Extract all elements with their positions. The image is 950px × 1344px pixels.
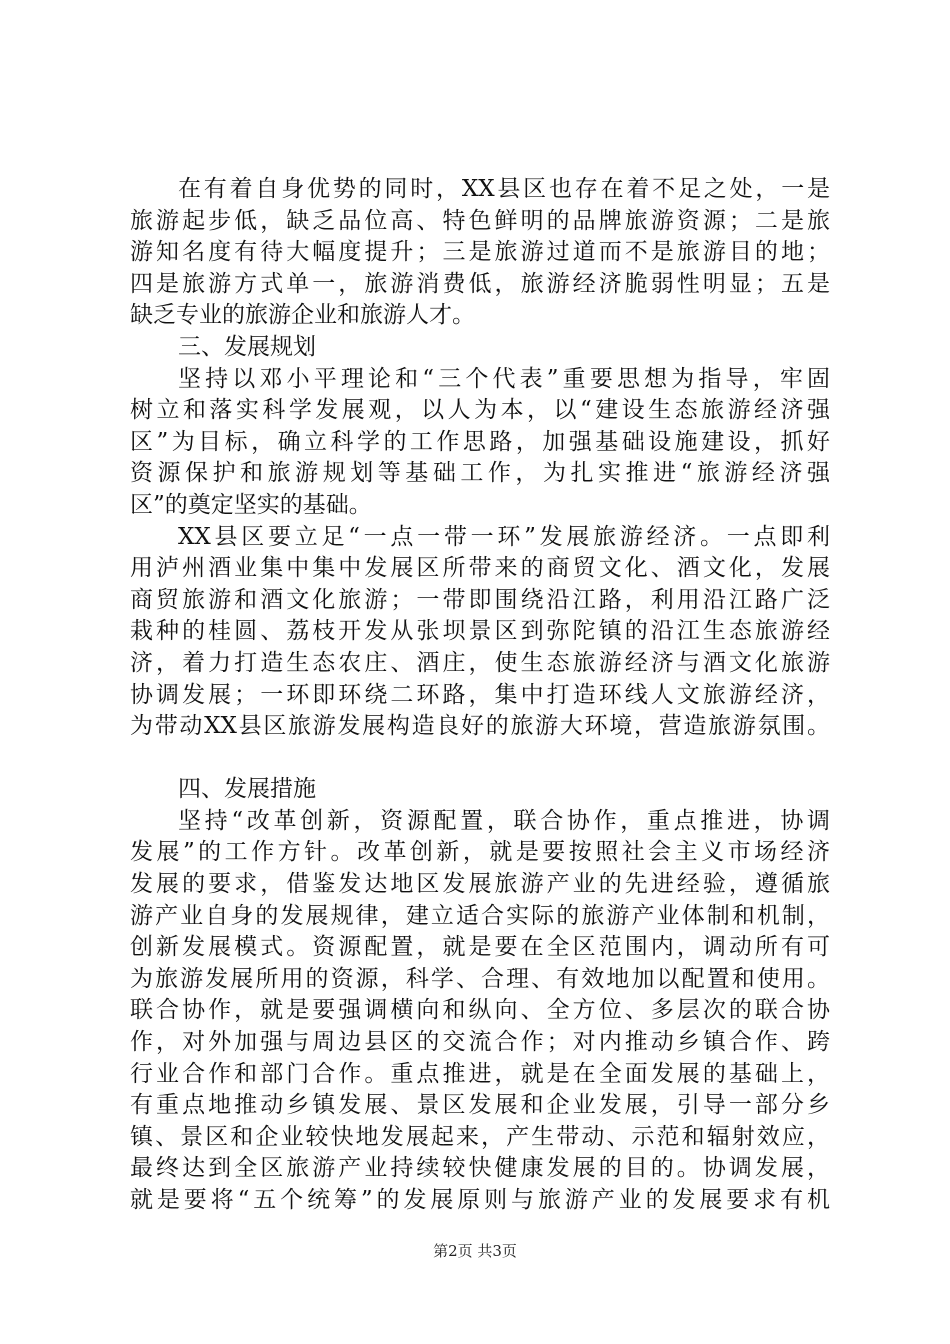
text-line: 为带动XX县区旅游发展构造良好的旅游大环境，营造旅游氛围。 (130, 713, 830, 740)
text-line: 游知名度有待大幅度提升；三是旅游过道而不是旅游目的地； (130, 239, 830, 266)
text-line: 树立和落实科学发展观，以人为本，以“建设生态旅游经济强 (130, 397, 830, 424)
text-line: 游产业自身的发展规律，建立适合实际的旅游产业体制和机制， (130, 902, 830, 929)
text-line: 坚持“改革创新，资源配置，联合协作，重点推进，协调 (178, 807, 830, 834)
text-line: 区”的奠定坚实的基础。 (130, 491, 372, 518)
text-line: 协调发展；一环即环绕二环路，集中打造环线人文旅游经济， (130, 681, 830, 708)
text-line: 发展的要求，借鉴发达地区发展旅游产业的先进经验，遵循旅 (130, 871, 830, 898)
text-line: 栽种的桂圆、荔枝开发从张坝景区到弥陀镇的沿江生态旅游经 (130, 618, 830, 645)
paragraph-weaknesses (130, 174, 830, 332)
paragraph-one-point-one-belt-one-ring (130, 522, 830, 743)
text-line: 区”为目标，确立科学的工作思路，加强基础设施建设，抓好 (130, 428, 830, 455)
text-line: 资源保护和旅游规划等基础工作，为扎实推进“旅游经济强 (130, 460, 830, 487)
paragraph-guiding-thought (130, 364, 830, 522)
text-line: 有重点地推动乡镇发展、景区发展和企业发展，引导一部分乡 (130, 1092, 830, 1119)
section-heading-development-plan: 三、发展规划 (178, 333, 316, 360)
blank-line (130, 743, 830, 775)
page-number-footer: 第2页 共3页 (433, 1242, 517, 1260)
text-line: 行业合作和部门合作。重点推进，就是在全面发展的基础上， (130, 1060, 830, 1087)
text-line: 四是旅游方式单一，旅游消费低，旅游经济脆弱性明显；五是 (130, 270, 830, 297)
text-line: 发展”的工作方针。改革创新，就是要按照社会主义市场经济 (130, 839, 830, 866)
text-line: 用泸州酒业集中集中发展区所带来的商贸文化、酒文化，发展 (130, 555, 830, 582)
text-line: 济，着力打造生态农庄、酒庄，使生态旅游经济与酒文化旅游 (130, 649, 830, 676)
text-line: 旅游起步低，缺乏品位高、特色鲜明的品牌旅游资源；二是旅 (130, 207, 830, 234)
text-line: 为旅游发展所用的资源，科学、合理、有效地加以配置和使用。 (130, 965, 830, 992)
text-line: 作，对外加强与周边县区的交流合作；对内推动乡镇合作、跨 (130, 1029, 830, 1056)
paragraph-work-policy (130, 806, 830, 1217)
text-line: 商贸旅游和酒文化旅游；一带即围绕沿江路，利用沿江路广泛 (130, 586, 830, 613)
text-line: 缺乏专业的旅游企业和旅游人才。 (130, 302, 475, 329)
text-line: 创新发展模式。资源配置，就是要在全区范围内，调动所有可 (130, 934, 830, 961)
text-line: 就是要将“五个统筹”的发展原则与旅游产业的发展要求有机 (130, 1187, 830, 1213)
section-heading-development-measures: 四、发展措施 (178, 776, 316, 803)
document-body (130, 174, 830, 1217)
text-line: 镇、景区和企业较快地发展起来，产生带动、示范和辐射效应， (130, 1123, 830, 1150)
text-line: 在有着自身优势的同时，XX县区也存在着不足之处，一是 (178, 176, 830, 202)
text-line: 最终达到全区旅游产业持续较快健康发展的目的。协调发展， (130, 1155, 830, 1182)
text-line: XX县区要立足“一点一带一环”发展旅游经济。一点即利 (178, 523, 830, 550)
text-line: 联合协作，就是要强调横向和纵向、全方位、多层次的联合协 (130, 997, 830, 1024)
text-line: 坚持以邓小平理论和“三个代表”重要思想为指导，牢固 (178, 365, 830, 392)
